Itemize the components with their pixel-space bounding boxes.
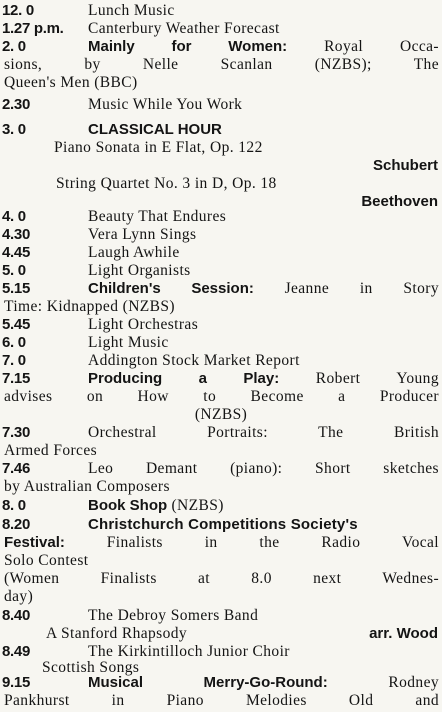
listing-detail: Robert Young <box>315 370 439 387</box>
listing-detail: sions, by Nelle Scanlan (NZBS); The <box>4 56 439 73</box>
listing-title: Laugh Awhile <box>88 244 180 261</box>
listing-detail: by Australian Composers <box>4 478 170 495</box>
listing-title: Light Music <box>88 334 169 351</box>
listing-time: 4.45 <box>2 244 30 261</box>
listing-continuation <box>0 692 442 712</box>
listing-detail: day) <box>4 588 34 605</box>
listing-time: 7.15 <box>2 370 30 387</box>
listing-title: Canterbury Weather Forecast <box>88 20 280 37</box>
work-title: Piano Sonata in E Flat, Op. 122 <box>54 139 263 156</box>
listing-title <box>88 516 439 534</box>
listing-detail: (NZBS) <box>194 406 248 423</box>
listing-title: Leo Demant (piano): Short sketches <box>88 460 439 477</box>
listing-bold-title: Mainly for Women: <box>88 38 288 55</box>
listing-row <box>0 244 442 264</box>
listing-subitem <box>0 175 442 195</box>
listing-title: Music While You Work <box>88 96 243 113</box>
listing-time: 5.15 <box>2 280 30 297</box>
listing-time: 4. 0 <box>2 208 26 225</box>
listing-subitem <box>0 139 442 159</box>
listing-title: The Kirkintilloch Junior Choir <box>88 643 290 660</box>
listing-continuation <box>0 406 442 426</box>
listing-row <box>0 674 442 694</box>
listing-title: Light Organists <box>88 262 191 279</box>
listing-row <box>0 96 442 116</box>
listing-title: Vera Lynn Sings <box>88 226 197 243</box>
listing-continuation <box>0 74 442 94</box>
listing-time: 4.30 <box>2 226 30 243</box>
listing-bold-title: Producing a Play: <box>88 370 280 387</box>
listing-bold-title: Christchurch Competitions Society's <box>88 516 358 533</box>
listing-time: 3. 0 <box>2 121 26 138</box>
listing-title: Light Orchestras <box>88 316 199 333</box>
listing-continuation <box>0 534 442 554</box>
listing-row <box>0 316 442 336</box>
listing-title: Orchestral Portraits: The British <box>88 424 439 441</box>
listing-time: 8. 0 <box>2 497 26 514</box>
listing-title <box>88 280 439 298</box>
listing-row <box>0 2 442 22</box>
listing-detail: Queen's Men (BBC) <box>4 74 138 91</box>
work-title: A Stanford Rhapsody <box>46 625 188 642</box>
listing-time: 9.15 <box>2 674 30 691</box>
listing-bold-title: CLASSICAL HOUR <box>88 121 222 138</box>
listing-bold-title: Musical Merry-Go-Round: <box>88 674 328 691</box>
listing-continuation <box>0 570 442 590</box>
listing-time: 2. 0 <box>2 38 26 55</box>
listing-row <box>0 262 442 282</box>
listing-title <box>88 121 439 139</box>
listing-time: 5. 0 <box>2 262 26 279</box>
listing-row <box>0 121 442 141</box>
listing-row <box>0 38 442 58</box>
listing-continuation <box>0 388 442 408</box>
listing-continuation <box>0 56 442 76</box>
listing-continuation <box>0 588 442 608</box>
listing-time: 12. 0 <box>2 2 34 19</box>
listing-bold-title: Festival: <box>4 534 65 551</box>
listing-time: 1.27 p.m. <box>2 20 64 37</box>
listing-title <box>88 38 439 56</box>
listing-detail: Finalists in the Radio Vocal <box>106 534 439 551</box>
listing-title: The Debroy Somers Band <box>88 607 259 624</box>
listing-detail: (NZBS) <box>171 497 224 514</box>
listing-detail: Pankhurst in Piano Melodies Old and <box>4 692 439 709</box>
listing-title: Lunch Music <box>88 2 175 19</box>
listing-title <box>88 497 439 515</box>
listing-row <box>0 516 442 536</box>
listing-row <box>0 352 442 372</box>
listing-row <box>0 20 442 40</box>
listing-composer <box>0 157 442 177</box>
listing-title <box>88 674 439 692</box>
listing-row <box>0 497 442 517</box>
composer-name: arr. Wood <box>369 625 438 642</box>
listing-detail: Armed Forces <box>4 442 98 459</box>
listing-time: 8.40 <box>2 607 30 624</box>
listing-row <box>0 208 442 228</box>
listing-time: 2.30 <box>2 96 30 113</box>
listing-time: 8.20 <box>2 516 30 533</box>
listing-detail: Time: Kidnapped (NZBS) <box>4 298 175 315</box>
listing-continuation <box>0 478 442 498</box>
listing-continuation <box>0 298 442 318</box>
listing-bold-title: Children's Session: <box>88 280 254 297</box>
listing-continuation <box>0 552 442 572</box>
work-title: Scottish Songs <box>42 659 140 676</box>
listing-detail: Royal Occa- <box>324 38 439 55</box>
listing-time: 7.30 <box>2 424 30 441</box>
listing-title: Addington Stock Market Report <box>88 352 300 369</box>
listing-row <box>0 424 442 444</box>
listing-row <box>0 460 442 480</box>
listing-detail: Solo Contest <box>4 552 89 569</box>
listing-detail: advises on How to Become a Producer <box>4 388 439 405</box>
listing-continuation <box>0 442 442 462</box>
listing-detail <box>4 534 439 552</box>
listing-time: 5.45 <box>2 316 30 333</box>
listing-row <box>0 334 442 354</box>
listing-time: 7.46 <box>2 460 30 477</box>
listing-bold-title: Book Shop <box>88 497 168 514</box>
composer-name: Schubert <box>372 157 438 174</box>
listing-detail: Jeanne in Story <box>284 280 439 297</box>
listing-detail: (Women Finalists at 8.0 next Wednes- <box>4 570 439 587</box>
listing-title: Beauty That Endures <box>88 208 227 225</box>
listing-time: 6. 0 <box>2 334 26 351</box>
listing-row <box>0 280 442 300</box>
listing-title <box>88 370 439 388</box>
listing-time: 8.49 <box>2 643 30 660</box>
composer-name: Beethoven <box>361 193 438 210</box>
listing-subitem <box>0 625 442 645</box>
listing-row <box>0 370 442 390</box>
listing-time: 7. 0 <box>2 352 26 369</box>
listing-row <box>0 607 442 627</box>
listing-row <box>0 226 442 246</box>
listing-detail: Rodney <box>388 674 439 691</box>
work-title: String Quartet No. 3 in D, Op. 18 <box>56 175 277 192</box>
